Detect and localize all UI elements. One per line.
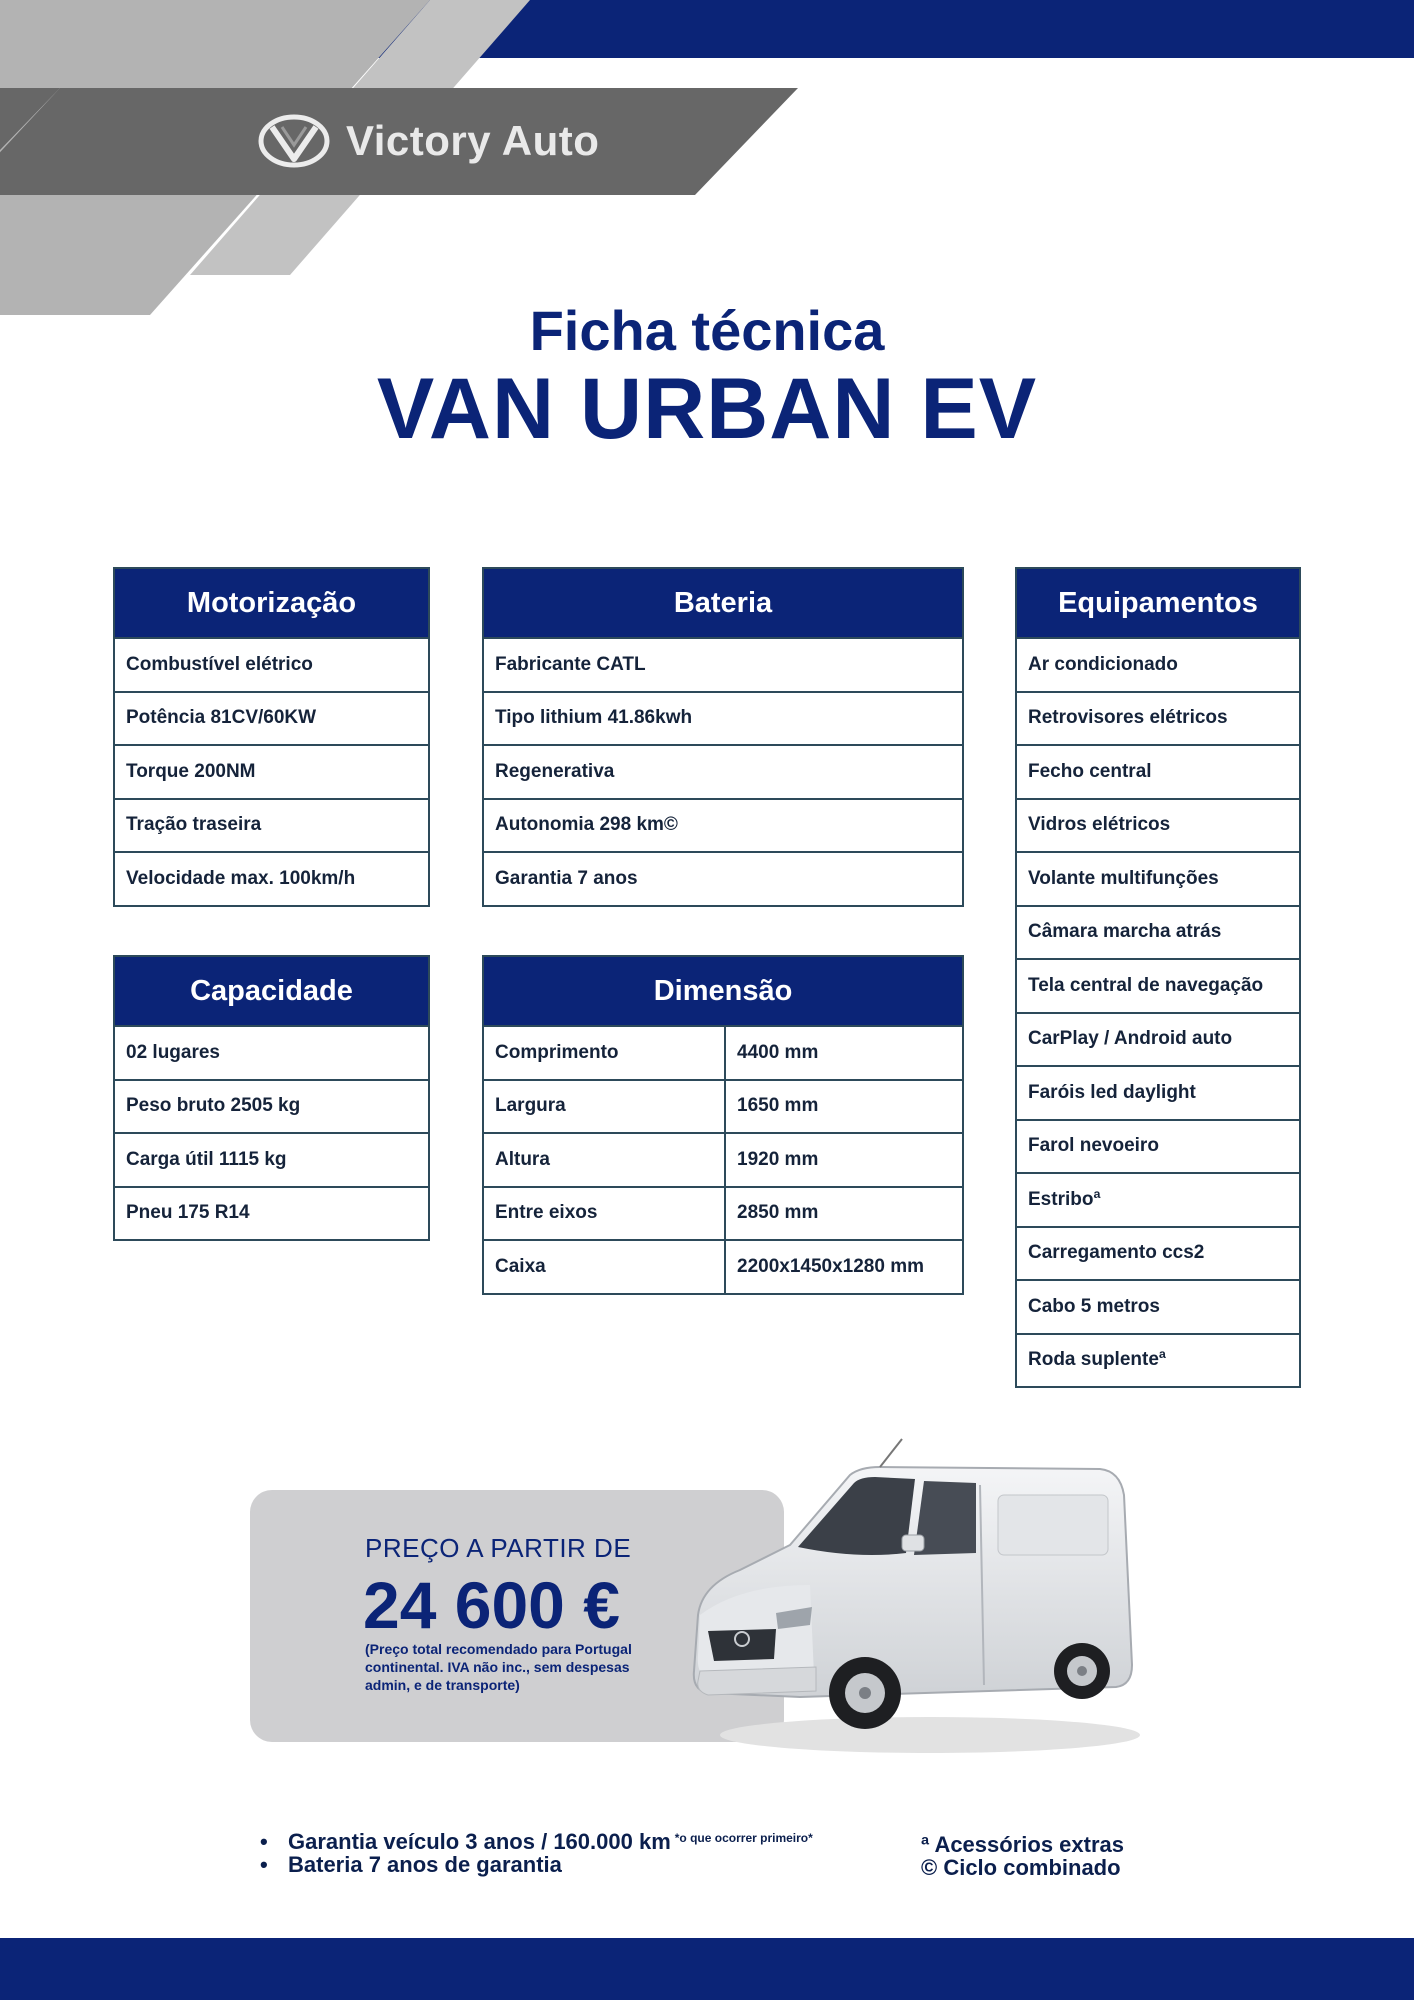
dimension-label: Caixa (484, 1241, 726, 1293)
spec-row: Roda suplenteª (1017, 1333, 1299, 1387)
dimension-label: Largura (484, 1081, 726, 1133)
price-value: 24 600 € (363, 1568, 620, 1642)
footnotes (921, 1833, 1124, 1879)
brand-name: Victory Auto (346, 117, 600, 164)
spec-row: Farol nevoeiro (1017, 1119, 1299, 1173)
bateria-table (482, 567, 964, 907)
spec-row: 02 lugares (115, 1025, 428, 1079)
price-label: PREÇO A PARTIR DE (365, 1533, 632, 1563)
spec-row: Estriboª (1017, 1172, 1299, 1226)
dimension-value: 2850 mm (737, 1202, 819, 1224)
dimension-row (484, 1025, 962, 1079)
spec-row: Autonomia 298 km© (484, 798, 962, 852)
dimension-label: Altura (484, 1134, 726, 1186)
warranty-battery-text: Bateria 7 anos de garantia (288, 1852, 562, 1877)
dimension-value: 1650 mm (737, 1095, 819, 1117)
dimension-row (484, 1239, 962, 1293)
note-cycle: © Ciclo combinado (921, 1855, 1121, 1880)
spec-row: Fecho central (1017, 744, 1299, 798)
dimension-value: 4400 mm (737, 1041, 819, 1063)
page-subtitle: Ficha técnica (529, 299, 885, 362)
dimension-value: 2200x1450x1280 mm (737, 1255, 925, 1277)
bateria-header: Bateria (484, 569, 962, 637)
spec-row: Torque 200NM (115, 744, 428, 798)
warranty-vehicle-text: Garantia veículo 3 anos / 160.000 km (288, 1829, 671, 1854)
motorizacao-header: Motorização (115, 569, 428, 637)
dimensao-header: Dimensão (484, 957, 962, 1025)
dimension-value: 1920 mm (737, 1148, 819, 1170)
spec-row: Carregamento ccs2 (1017, 1226, 1299, 1280)
warranty-list (258, 1830, 898, 1876)
dimension-row (484, 1132, 962, 1186)
spec-row: Regenerativa (484, 744, 962, 798)
spec-row: Garantia 7 anos (484, 851, 962, 905)
victory-logo-icon (258, 113, 330, 169)
capacidade-table (113, 955, 430, 1241)
page-title: VAN URBAN EV (376, 361, 1038, 457)
dimensao-table (482, 955, 964, 1295)
dimension-label: Comprimento (484, 1027, 726, 1079)
spec-row: Combustível elétrico (115, 637, 428, 691)
spec-row: CarPlay / Android auto (1017, 1012, 1299, 1066)
spec-row: Cabo 5 metros (1017, 1279, 1299, 1333)
spec-row: Fabricante CATL (484, 637, 962, 691)
spec-row: Peso bruto 2505 kg (115, 1079, 428, 1133)
dimension-row (484, 1186, 962, 1240)
dimension-row (484, 1079, 962, 1133)
spec-row: Faróis led daylight (1017, 1065, 1299, 1119)
brand-logo (258, 110, 599, 172)
note-accessories: ª Acessórios extras (921, 1832, 1124, 1857)
spec-row: Tração traseira (115, 798, 428, 852)
warranty-vehicle-item (258, 1830, 898, 1853)
spec-row: Velocidade max. 100km/h (115, 851, 428, 905)
spec-row: Potência 81CV/60KW (115, 691, 428, 745)
spec-row: Câmara marcha atrás (1017, 905, 1299, 959)
spec-row: Tela central de navegação (1017, 958, 1299, 1012)
equipamentos-header: Equipamentos (1017, 569, 1299, 637)
van-image (680, 1435, 1150, 1765)
spec-row: Ar condicionado (1017, 637, 1299, 691)
price-note: (Preço total recomendado para Portugal continental. IVA não inc., sem despesas admin, e de transporte) (365, 1641, 632, 1693)
spec-row: Retrovisores elétricos (1017, 691, 1299, 745)
spec-row: Vidros elétricos (1017, 798, 1299, 852)
spec-row: Pneu 175 R14 (115, 1186, 428, 1240)
warranty-vehicle-note: *o que ocorrer primeiro* (674, 1831, 813, 1845)
spec-row: Volante multifunções (1017, 851, 1299, 905)
warranty-battery-item (258, 1853, 898, 1876)
dimension-label: Entre eixos (484, 1188, 726, 1240)
equipamentos-table (1015, 567, 1301, 1388)
bottom-band (0, 1938, 1414, 2000)
motorizacao-table (113, 567, 430, 907)
capacidade-header: Capacidade (115, 957, 428, 1025)
spec-row: Tipo lithium 41.86kwh (484, 691, 962, 745)
spec-row: Carga útil 1115 kg (115, 1132, 428, 1186)
